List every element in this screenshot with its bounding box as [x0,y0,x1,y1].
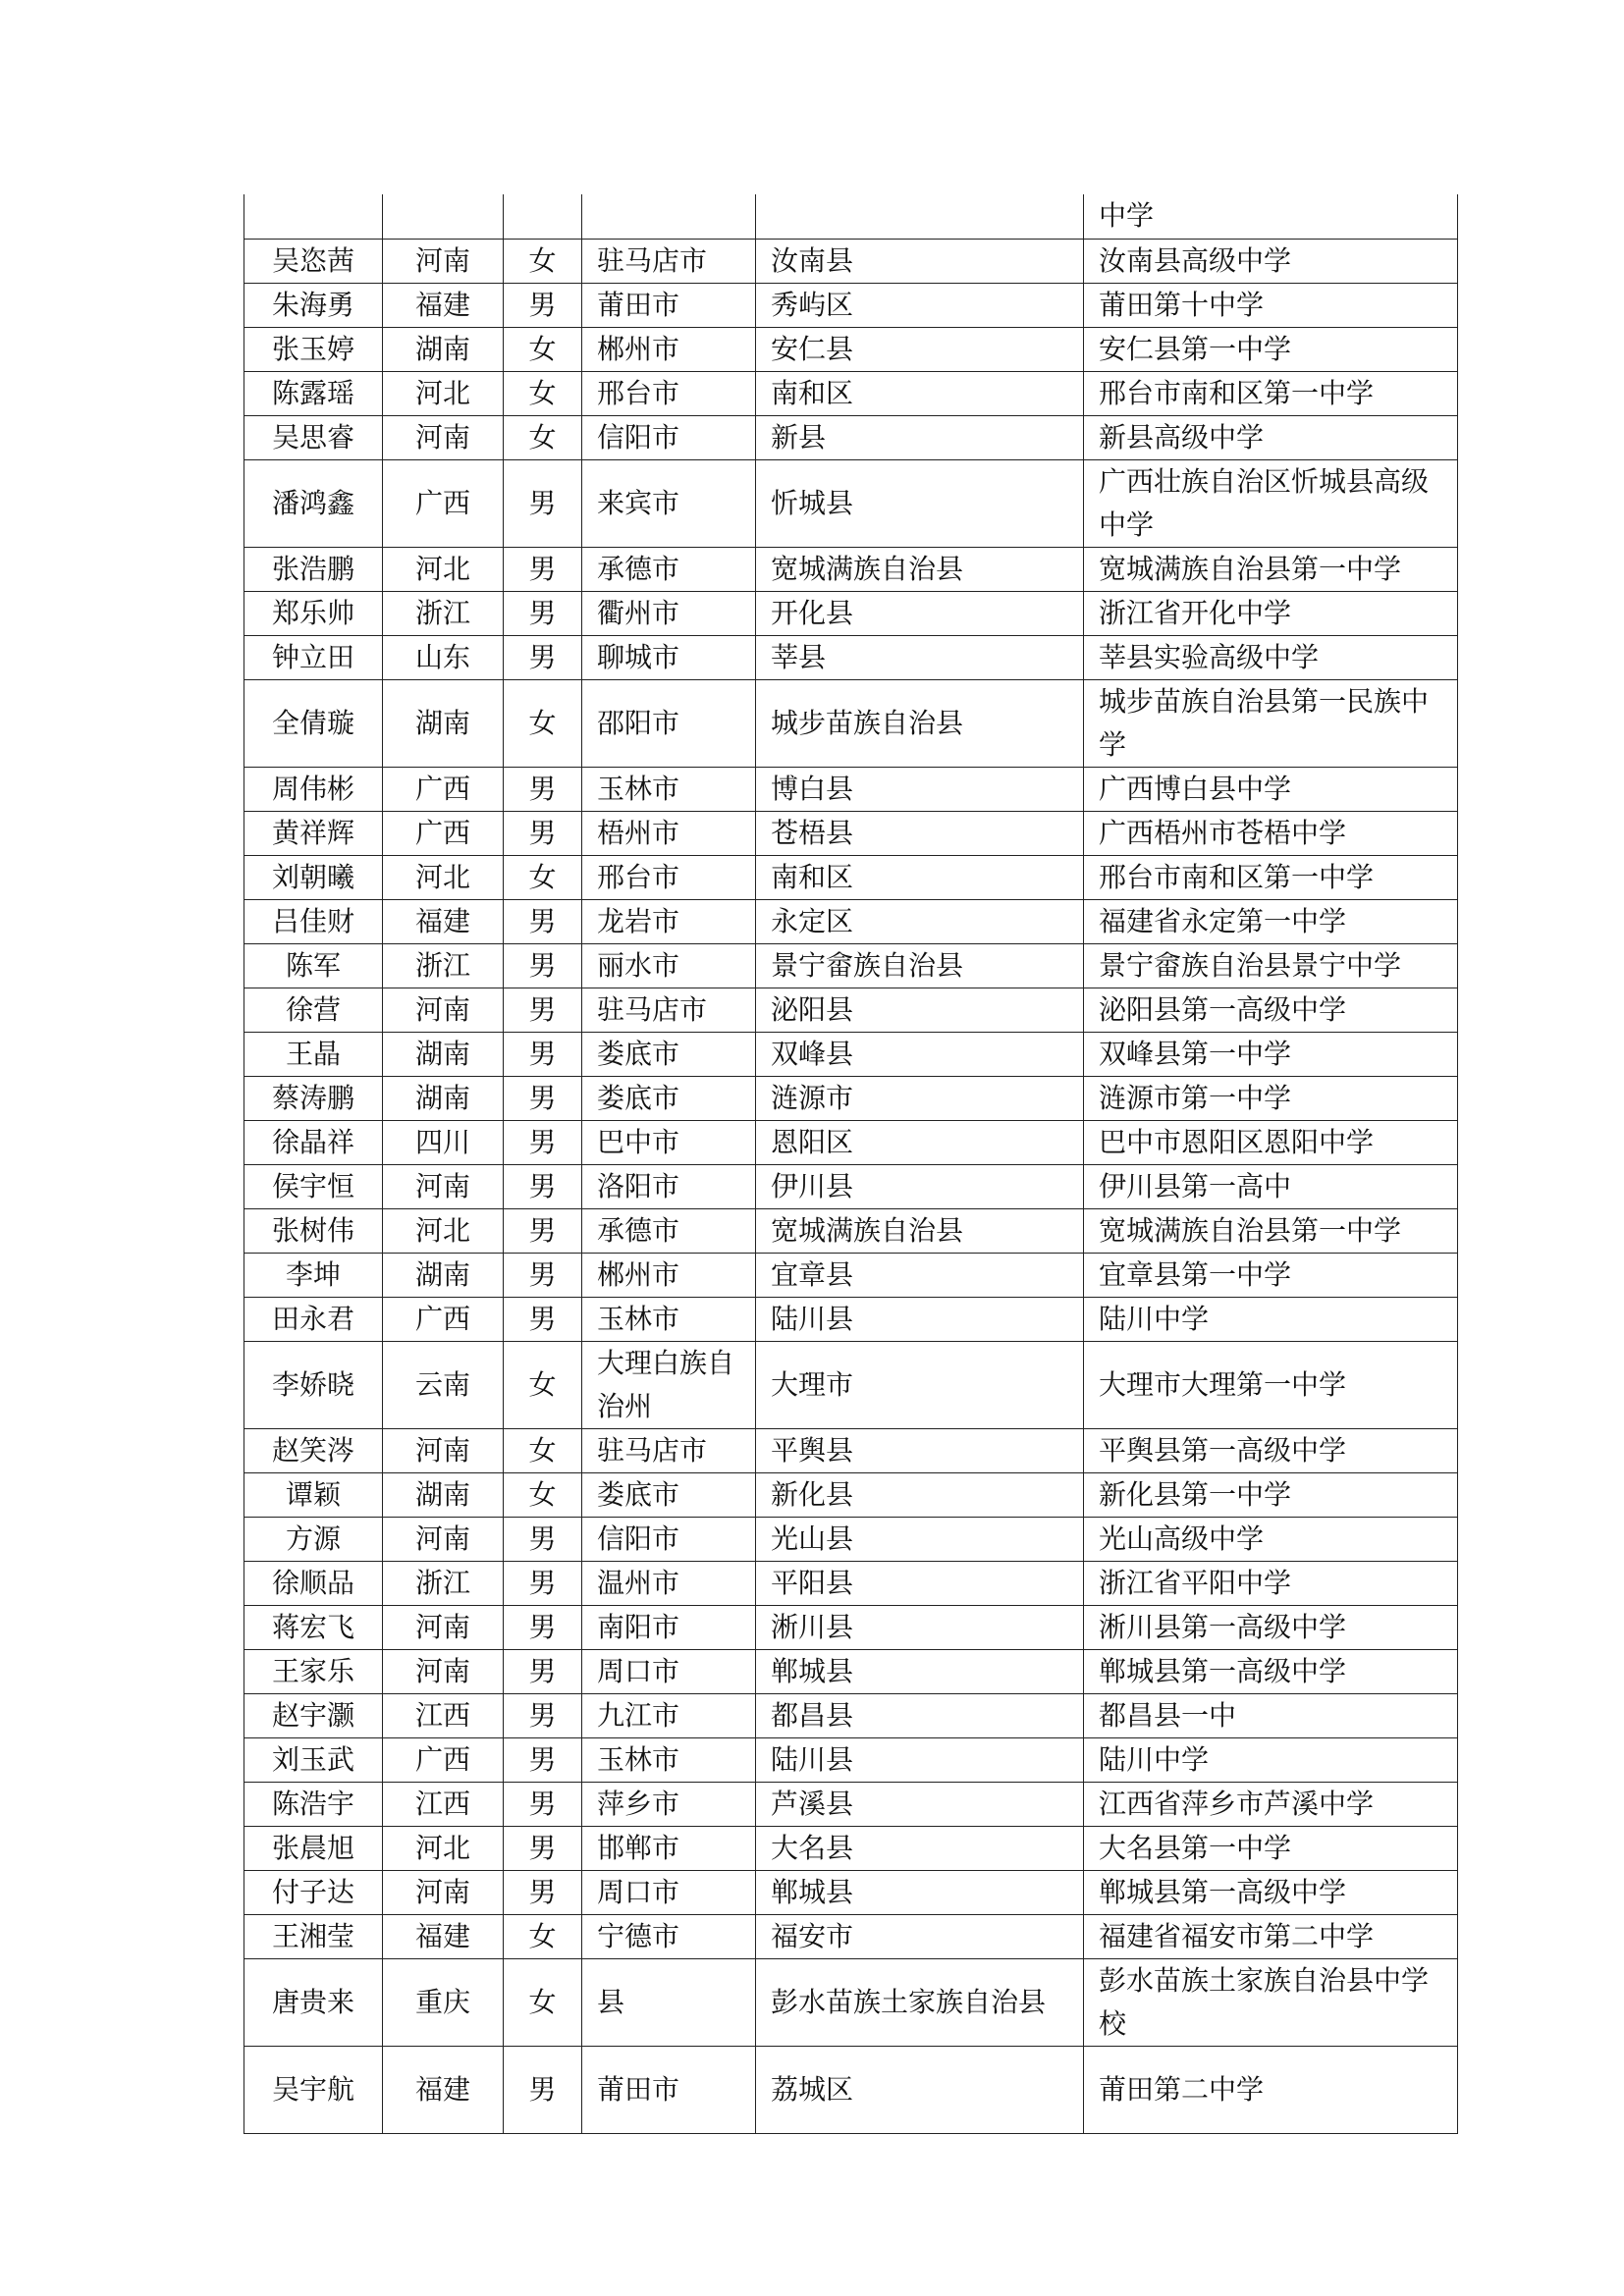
table-row [244,591,1458,635]
name-cell: 潘鸿鑫 [244,459,383,547]
city-cell: 巴中市 [582,1120,756,1164]
city-cell: 来宾市 [582,459,756,547]
table-row [244,415,1458,459]
school-cell: 光山高级中学 [1084,1517,1458,1561]
county-cell [756,194,1084,239]
name-cell: 蔡涛鹏 [244,1076,383,1120]
school-cell: 江西省萍乡市芦溪中学 [1084,1782,1458,1826]
table-row [244,1826,1458,1870]
school-cell: 都昌县一中 [1084,1693,1458,1737]
county-cell: 宽城满族自治县 [756,547,1084,591]
province-cell: 河南 [383,415,504,459]
county-cell: 汝南县 [756,239,1084,283]
county-cell: 城步苗族自治县 [756,679,1084,767]
name-cell: 徐顺品 [244,1561,383,1605]
province-cell: 四川 [383,1120,504,1164]
province-cell: 河南 [383,1649,504,1693]
school-cell: 大理市大理第一中学 [1084,1341,1458,1428]
name-cell: 周伟彬 [244,767,383,811]
gender-cell: 男 [504,1782,582,1826]
table-row [244,1737,1458,1782]
gender-cell: 男 [504,1737,582,1782]
name-cell: 钟立田 [244,635,383,679]
name-cell: 张玉婷 [244,327,383,371]
city-cell: 聊城市 [582,635,756,679]
province-cell [383,194,504,239]
name-cell: 吴宇航 [244,2046,383,2133]
table-row [244,1782,1458,1826]
county-cell: 秀屿区 [756,283,1084,327]
table-row [244,1472,1458,1517]
province-cell: 湖南 [383,327,504,371]
gender-cell: 男 [504,1870,582,1914]
school-cell: 莘县实验高级中学 [1084,635,1458,679]
county-cell: 荔城区 [756,2046,1084,2133]
name-cell: 谭颖 [244,1472,383,1517]
province-cell: 重庆 [383,1958,504,2046]
province-cell: 广西 [383,1737,504,1782]
table-row [244,1693,1458,1737]
name-cell: 方源 [244,1517,383,1561]
school-cell: 伊川县第一高中 [1084,1164,1458,1208]
gender-cell: 男 [504,1826,582,1870]
school-cell: 汝南县高级中学 [1084,239,1458,283]
school-cell: 巴中市恩阳区恩阳中学 [1084,1120,1458,1164]
county-cell: 博白县 [756,767,1084,811]
county-cell: 莘县 [756,635,1084,679]
gender-cell: 男 [504,283,582,327]
school-cell: 双峰县第一中学 [1084,1032,1458,1076]
city-cell: 娄底市 [582,1076,756,1120]
school-cell: 广西梧州市苍梧中学 [1084,811,1458,855]
gender-cell: 男 [504,1032,582,1076]
table-row [244,1208,1458,1253]
gender-cell: 男 [504,811,582,855]
gender-cell: 男 [504,1253,582,1297]
gender-cell: 男 [504,1517,582,1561]
school-cell: 莆田第十中学 [1084,283,1458,327]
school-cell: 邢台市南和区第一中学 [1084,855,1458,899]
table-row [244,1428,1458,1472]
table-row [244,1076,1458,1120]
province-cell: 河北 [383,371,504,415]
gender-cell: 男 [504,1164,582,1208]
county-cell: 恩阳区 [756,1120,1084,1164]
city-cell: 娄底市 [582,1472,756,1517]
student-table-body [244,194,1458,2133]
table-row [244,943,1458,988]
school-cell: 新县高级中学 [1084,415,1458,459]
county-cell: 大理市 [756,1341,1084,1428]
gender-cell: 男 [504,988,582,1032]
province-cell: 浙江 [383,943,504,988]
city-cell: 衢州市 [582,591,756,635]
table-row [244,1649,1458,1693]
school-cell: 浙江省平阳中学 [1084,1561,1458,1605]
county-cell: 郸城县 [756,1870,1084,1914]
province-cell: 广西 [383,459,504,547]
name-cell: 王晶 [244,1032,383,1076]
table-row [244,547,1458,591]
name-cell: 徐营 [244,988,383,1032]
name-cell: 蒋宏飞 [244,1605,383,1649]
school-cell: 宜章县第一中学 [1084,1253,1458,1297]
province-cell: 河南 [383,1870,504,1914]
province-cell: 福建 [383,899,504,943]
school-cell: 郸城县第一高级中学 [1084,1870,1458,1914]
school-cell: 泌阳县第一高级中学 [1084,988,1458,1032]
county-cell: 南和区 [756,371,1084,415]
table-row [244,371,1458,415]
city-cell [582,194,756,239]
name-cell: 刘朝曦 [244,855,383,899]
school-cell: 莆田第二中学 [1084,2046,1458,2133]
school-cell: 宽城满族自治县第一中学 [1084,547,1458,591]
city-cell: 龙岩市 [582,899,756,943]
school-cell: 淅川县第一高级中学 [1084,1605,1458,1649]
school-cell: 景宁畲族自治县景宁中学 [1084,943,1458,988]
city-cell: 周口市 [582,1870,756,1914]
city-cell: 莆田市 [582,2046,756,2133]
city-cell: 大理白族自治州 [582,1341,756,1428]
province-cell: 湖南 [383,1472,504,1517]
city-cell: 温州市 [582,1561,756,1605]
county-cell: 永定区 [756,899,1084,943]
table-row [244,855,1458,899]
gender-cell: 女 [504,1958,582,2046]
gender-cell: 男 [504,1693,582,1737]
province-cell: 江西 [383,1693,504,1737]
province-cell: 浙江 [383,591,504,635]
school-cell: 邢台市南和区第一中学 [1084,371,1458,415]
province-cell: 浙江 [383,1561,504,1605]
province-cell: 河北 [383,1208,504,1253]
province-cell: 河南 [383,1605,504,1649]
gender-cell: 男 [504,1076,582,1120]
name-cell: 吕佳财 [244,899,383,943]
province-cell: 湖南 [383,679,504,767]
table-row [244,1341,1458,1428]
gender-cell: 男 [504,1649,582,1693]
table-row [244,811,1458,855]
gender-cell: 女 [504,1914,582,1958]
province-cell: 河南 [383,988,504,1032]
name-cell: 刘玉武 [244,1737,383,1782]
name-cell: 吴恣茜 [244,239,383,283]
city-cell: 郴州市 [582,1253,756,1297]
table-row [244,1958,1458,2046]
name-cell: 李娇晓 [244,1341,383,1428]
table-row [244,239,1458,283]
city-cell: 梧州市 [582,811,756,855]
city-cell: 郴州市 [582,327,756,371]
gender-cell: 男 [504,1208,582,1253]
city-cell: 县 [582,1958,756,2046]
gender-cell: 男 [504,547,582,591]
county-cell: 都昌县 [756,1693,1084,1737]
province-cell: 云南 [383,1341,504,1428]
table-row [244,767,1458,811]
gender-cell: 男 [504,1561,582,1605]
province-cell: 湖南 [383,1032,504,1076]
gender-cell: 男 [504,899,582,943]
school-cell: 大名县第一中学 [1084,1826,1458,1870]
gender-cell: 女 [504,1472,582,1517]
city-cell: 丽水市 [582,943,756,988]
county-cell: 陆川县 [756,1297,1084,1341]
table-row [244,679,1458,767]
name-cell [244,194,383,239]
county-cell: 大名县 [756,1826,1084,1870]
county-cell: 宜章县 [756,1253,1084,1297]
name-cell: 张浩鹏 [244,547,383,591]
school-cell: 安仁县第一中学 [1084,327,1458,371]
school-cell: 宽城满族自治县第一中学 [1084,1208,1458,1253]
table-row [244,1253,1458,1297]
province-cell: 福建 [383,283,504,327]
table-row [244,283,1458,327]
county-cell: 景宁畲族自治县 [756,943,1084,988]
name-cell: 唐贵来 [244,1958,383,2046]
province-cell: 江西 [383,1782,504,1826]
name-cell: 张树伟 [244,1208,383,1253]
table-row [244,1561,1458,1605]
table-row [244,988,1458,1032]
student-table [244,194,1458,2134]
city-cell: 驻马店市 [582,1428,756,1472]
table-row [244,1517,1458,1561]
table-row [244,2046,1458,2133]
gender-cell: 男 [504,459,582,547]
name-cell: 王湘莹 [244,1914,383,1958]
city-cell: 玉林市 [582,767,756,811]
county-cell: 平舆县 [756,1428,1084,1472]
gender-cell: 女 [504,239,582,283]
county-cell: 新县 [756,415,1084,459]
name-cell: 朱海勇 [244,283,383,327]
name-cell: 赵宇灏 [244,1693,383,1737]
county-cell: 陆川县 [756,1737,1084,1782]
city-cell: 玉林市 [582,1297,756,1341]
city-cell: 邢台市 [582,371,756,415]
gender-cell: 男 [504,943,582,988]
name-cell: 全倩璇 [244,679,383,767]
city-cell: 玉林市 [582,1737,756,1782]
name-cell: 吴思睿 [244,415,383,459]
school-cell: 福建省永定第一中学 [1084,899,1458,943]
gender-cell: 女 [504,415,582,459]
school-cell: 新化县第一中学 [1084,1472,1458,1517]
province-cell: 广西 [383,811,504,855]
school-cell: 广西壮族自治区忻城县高级中学 [1084,459,1458,547]
city-cell: 宁德市 [582,1914,756,1958]
county-cell: 新化县 [756,1472,1084,1517]
county-cell: 泌阳县 [756,988,1084,1032]
table-row [244,327,1458,371]
name-cell: 徐晶祥 [244,1120,383,1164]
province-cell: 山东 [383,635,504,679]
province-cell: 河北 [383,855,504,899]
school-cell: 城步苗族自治县第一民族中学 [1084,679,1458,767]
city-cell: 信阳市 [582,415,756,459]
gender-cell: 女 [504,1341,582,1428]
table-row [244,1032,1458,1076]
county-cell: 淅川县 [756,1605,1084,1649]
school-cell: 中学 [1084,194,1458,239]
city-cell: 邢台市 [582,855,756,899]
name-cell: 赵笑涔 [244,1428,383,1472]
province-cell: 河南 [383,1164,504,1208]
gender-cell: 女 [504,371,582,415]
province-cell: 河北 [383,547,504,591]
city-cell: 信阳市 [582,1517,756,1561]
name-cell: 张晨旭 [244,1826,383,1870]
city-cell: 邵阳市 [582,679,756,767]
gender-cell: 女 [504,855,582,899]
gender-cell: 男 [504,767,582,811]
province-cell: 河北 [383,1826,504,1870]
gender-cell [504,194,582,239]
city-cell: 娄底市 [582,1032,756,1076]
table-row [244,1914,1458,1958]
school-cell: 彭水苗族土家族自治县中学校 [1084,1958,1458,2046]
gender-cell: 男 [504,1605,582,1649]
county-cell: 芦溪县 [756,1782,1084,1826]
gender-cell: 男 [504,635,582,679]
school-cell: 涟源市第一中学 [1084,1076,1458,1120]
province-cell: 河南 [383,239,504,283]
name-cell: 王家乐 [244,1649,383,1693]
county-cell: 宽城满族自治县 [756,1208,1084,1253]
city-cell: 南阳市 [582,1605,756,1649]
county-cell: 双峰县 [756,1032,1084,1076]
table-row [244,1870,1458,1914]
province-cell: 福建 [383,2046,504,2133]
name-cell: 郑乐帅 [244,591,383,635]
school-cell: 平舆县第一高级中学 [1084,1428,1458,1472]
gender-cell: 男 [504,591,582,635]
table-row [244,459,1458,547]
name-cell: 黄祥辉 [244,811,383,855]
city-cell: 萍乡市 [582,1782,756,1826]
city-cell: 邯郸市 [582,1826,756,1870]
province-cell: 湖南 [383,1076,504,1120]
province-cell: 广西 [383,1297,504,1341]
school-cell: 广西博白县中学 [1084,767,1458,811]
city-cell: 洛阳市 [582,1164,756,1208]
province-cell: 河南 [383,1517,504,1561]
county-cell: 伊川县 [756,1164,1084,1208]
province-cell: 河南 [383,1428,504,1472]
county-cell: 苍梧县 [756,811,1084,855]
gender-cell: 女 [504,679,582,767]
county-cell: 光山县 [756,1517,1084,1561]
county-cell: 安仁县 [756,327,1084,371]
county-cell: 彭水苗族土家族自治县 [756,1958,1084,2046]
city-cell: 九江市 [582,1693,756,1737]
gender-cell: 女 [504,327,582,371]
name-cell: 陈浩宇 [244,1782,383,1826]
city-cell: 驻马店市 [582,988,756,1032]
county-cell: 开化县 [756,591,1084,635]
school-cell: 陆川中学 [1084,1737,1458,1782]
gender-cell: 女 [504,1428,582,1472]
school-cell: 郸城县第一高级中学 [1084,1649,1458,1693]
county-cell: 郸城县 [756,1649,1084,1693]
table-row [244,1297,1458,1341]
city-cell: 承德市 [582,1208,756,1253]
county-cell: 涟源市 [756,1076,1084,1120]
city-cell: 周口市 [582,1649,756,1693]
name-cell: 陈军 [244,943,383,988]
name-cell: 付子达 [244,1870,383,1914]
school-cell: 福建省福安市第二中学 [1084,1914,1458,1958]
table-row [244,1120,1458,1164]
province-cell: 湖南 [383,1253,504,1297]
county-cell: 福安市 [756,1914,1084,1958]
name-cell: 陈露瑶 [244,371,383,415]
table-row [244,1605,1458,1649]
county-cell: 忻城县 [756,459,1084,547]
table-row [244,194,1458,239]
school-cell: 浙江省开化中学 [1084,591,1458,635]
school-cell: 陆川中学 [1084,1297,1458,1341]
table-row [244,1164,1458,1208]
province-cell: 福建 [383,1914,504,1958]
name-cell: 侯宇恒 [244,1164,383,1208]
city-cell: 承德市 [582,547,756,591]
name-cell: 田永君 [244,1297,383,1341]
province-cell: 广西 [383,767,504,811]
gender-cell: 男 [504,1120,582,1164]
table-row [244,635,1458,679]
gender-cell: 男 [504,1297,582,1341]
city-cell: 驻马店市 [582,239,756,283]
table-row [244,899,1458,943]
county-cell: 南和区 [756,855,1084,899]
gender-cell: 男 [504,2046,582,2133]
county-cell: 平阳县 [756,1561,1084,1605]
name-cell: 李坤 [244,1253,383,1297]
city-cell: 莆田市 [582,283,756,327]
